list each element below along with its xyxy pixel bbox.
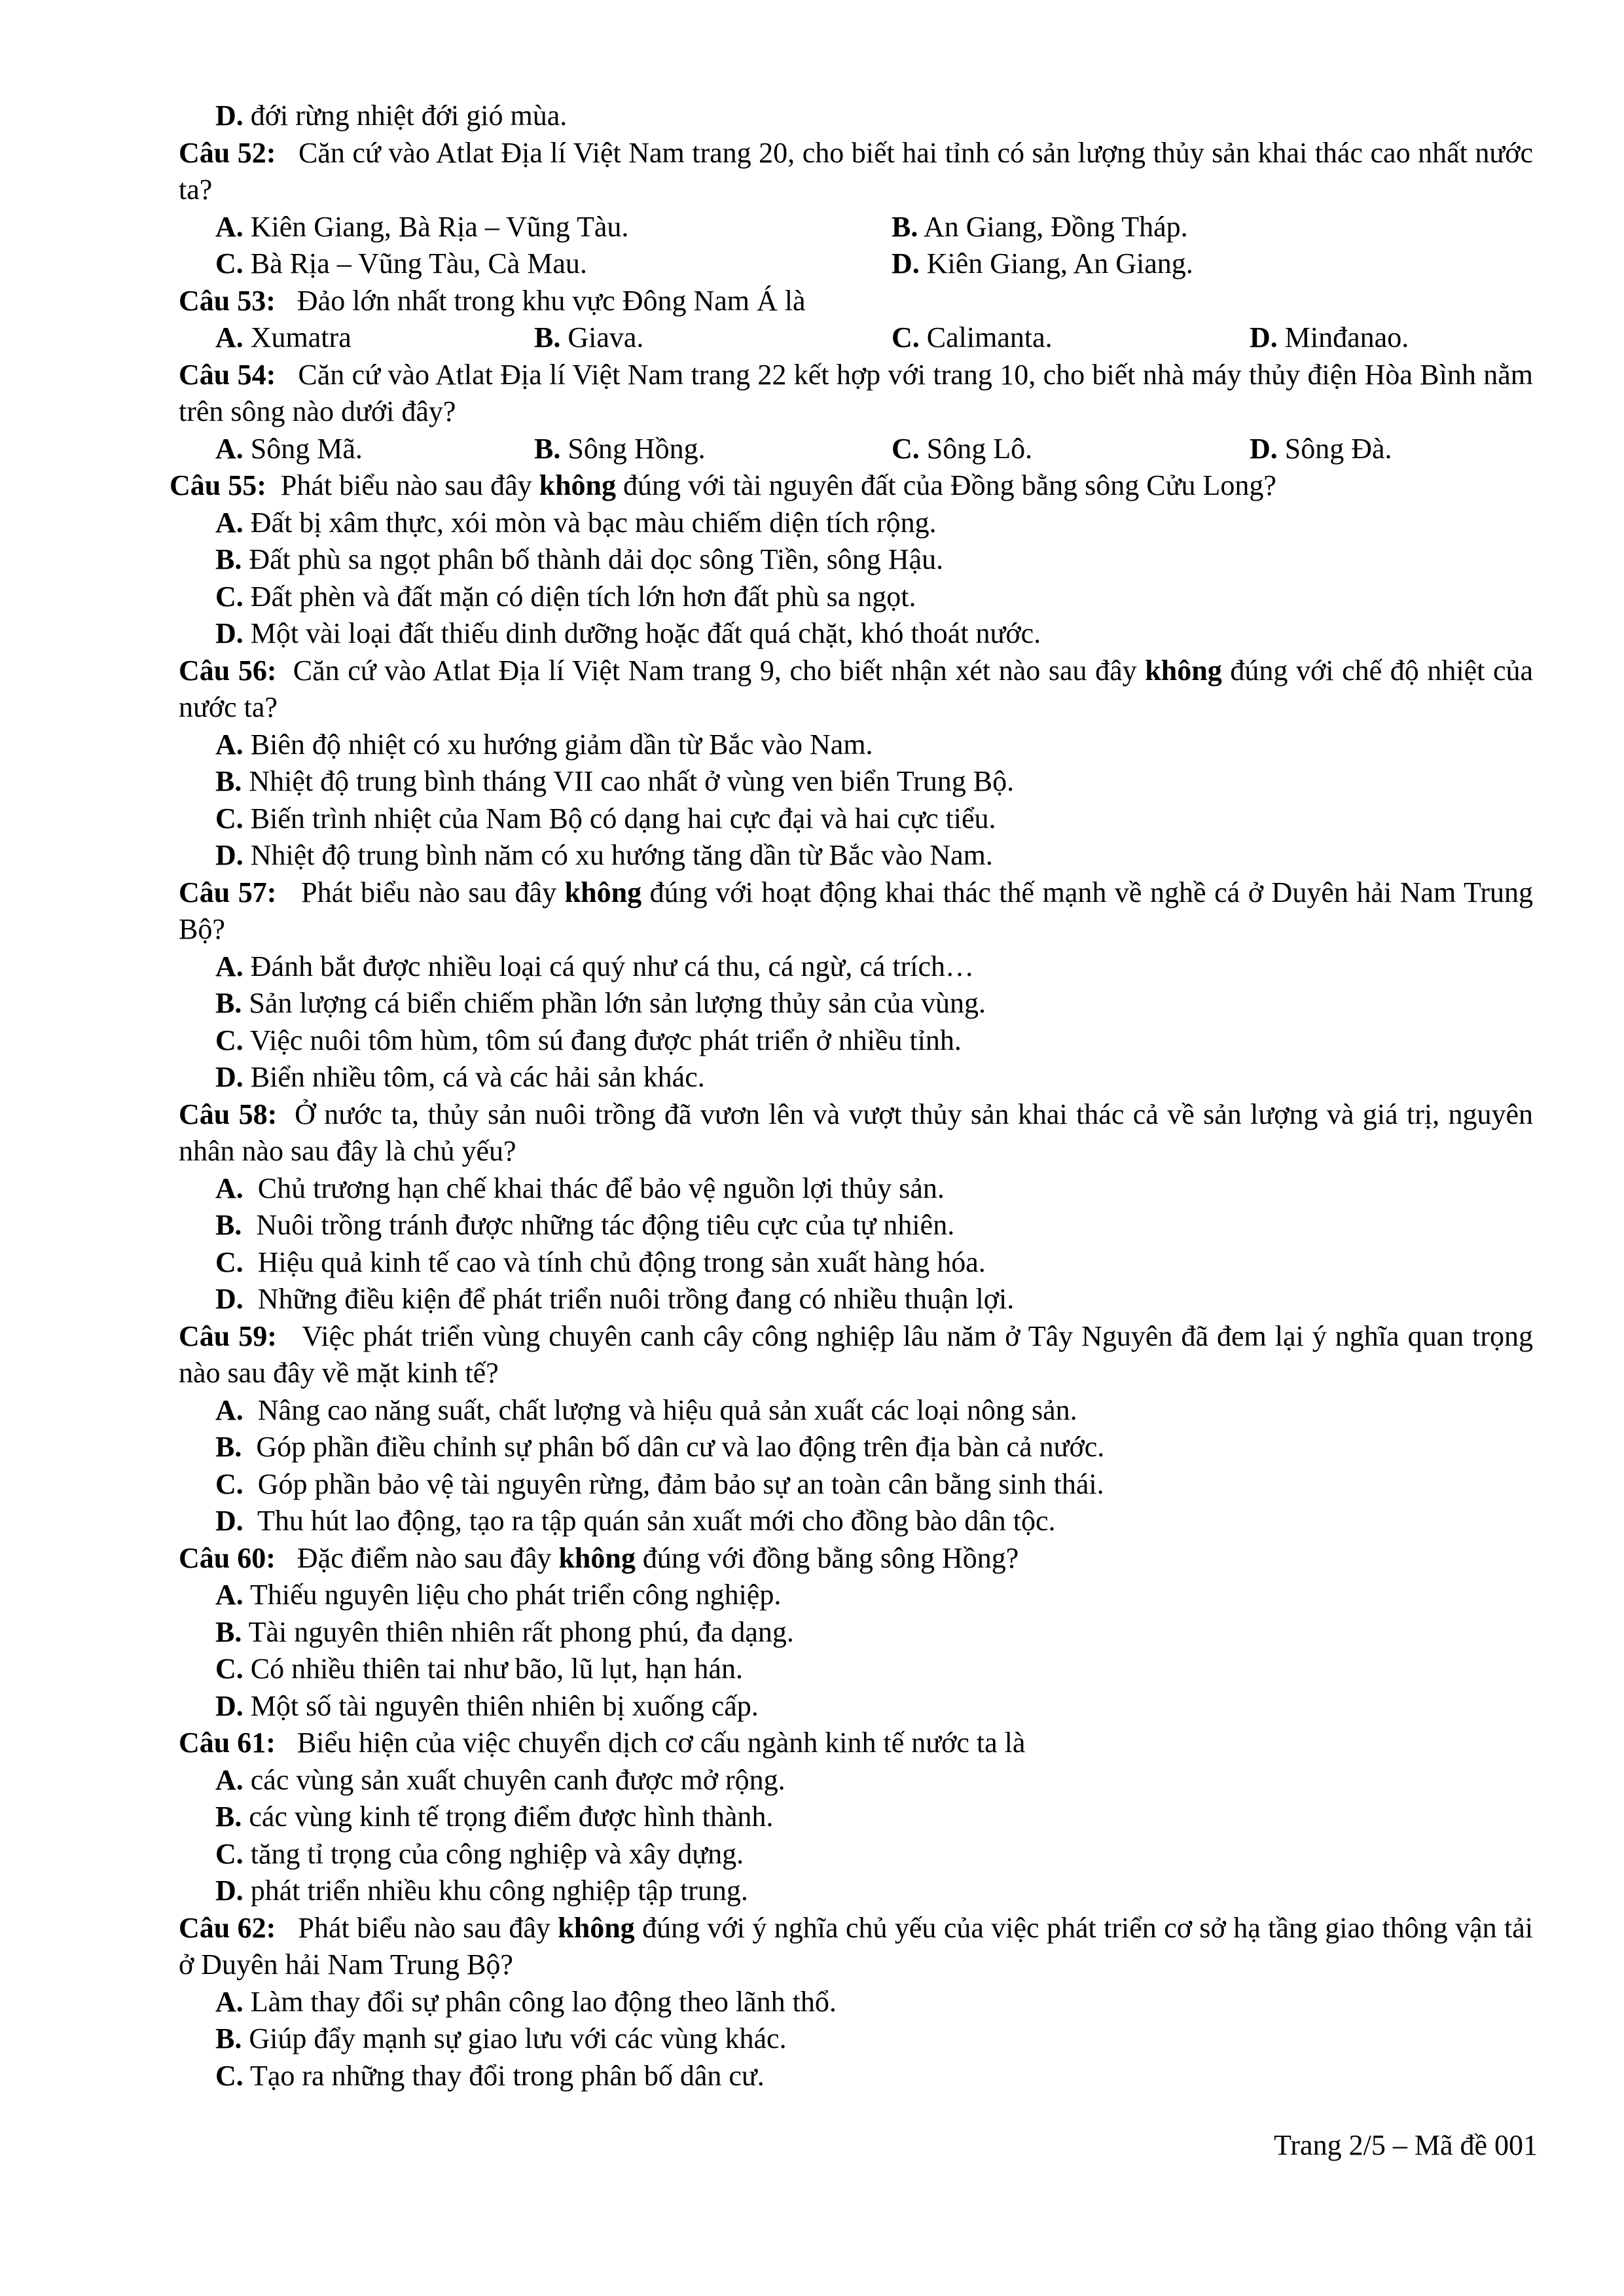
option-d: D. Một vài loại đất thiếu dinh dưỡng hoặc đất quá chặt, khó thoát nước. — [215, 617, 1041, 649]
question-text: Đảo lớn nhất trong khu vực Đông Nam Á là — [297, 284, 806, 317]
option-c: C. Bà Rịa – Vũng Tàu, Cà Mau. — [215, 247, 587, 279]
option-c: C. tăng tỉ trọng của công nghiệp và xây dựng. — [215, 1837, 744, 1870]
option-b: B. Giúp đẩy mạnh sự giao lưu với các vùng khác. — [215, 2022, 787, 2054]
question-stem — [179, 357, 1533, 431]
option-d: D. Một số tài nguyên thiên nhiên bị xuống cấp. — [215, 1689, 759, 1722]
option-d: D. Thu hút lao động, tạo ra tập quán sản xuất mới cho đồng bào dân tộc. — [215, 1505, 1056, 1537]
question-62 — [179, 1910, 1533, 2095]
option-d: D. Nhiệt độ trung bình năm có xu hướng tăng dần từ Bắc vào Nam. — [215, 839, 993, 871]
option-a: A. Đánh bắt được nhiều loại cá quý như cá thu, cá ngừ, cá trích… — [215, 950, 975, 982]
question-stem: Câu 62: Phát biểu nào sau đây không đúng với ý nghĩa chủ yếu của việc phát triển cơ sở hạ tầng giao thông vận tải ở Duyên hải Nam Trung Bộ? — [179, 1911, 1533, 1981]
option-c: C. Góp phần bảo vệ tài nguyên rừng, đảm bảo sự an toàn cân bằng sinh thái. — [215, 1467, 1104, 1500]
option-d: D. Biển nhiều tôm, cá và các hải sản khác. — [215, 1061, 705, 1093]
question-stem — [179, 1096, 1533, 1170]
option-a: A. các vùng sản xuất chuyên canh được mở rộng. — [215, 1763, 785, 1796]
option-a: A. Biên độ nhiệt có xu hướng giảm dần từ Bắc vào Nam. — [215, 728, 873, 761]
question-54 — [179, 357, 1533, 468]
option-c: C. Sông Lô. — [892, 432, 1033, 465]
option-d: D. Sông Đà. — [1250, 432, 1392, 465]
option-a: A. Thiếu nguyên liệu cho phát triển công nghiệp. — [215, 1579, 782, 1611]
option-b: B. Tài nguyên thiên nhiên rất phong phú, đa dạng. — [215, 1615, 794, 1648]
option-d: D. Kiên Giang, An Giang. — [892, 247, 1193, 279]
option-b: B. Sản lượng cá biển chiếm phần lớn sản lượng thủy sản của vùng. — [215, 987, 986, 1019]
question-text: Biểu hiện của việc chuyển dịch cơ cấu ngành kinh tế nước ta là — [297, 1727, 1026, 1759]
option-c: C. Việc nuôi tôm hùm, tôm sú đang được phát triển ở nhiều tỉnh. — [215, 1024, 962, 1056]
option-d-previous — [179, 98, 1533, 135]
question-stem: Câu 60: Đặc điểm nào sau đây không đúng với đồng bằng sông Hồng? — [179, 1541, 1019, 1574]
question-number: Câu 54: — [179, 358, 276, 391]
option-c: C. Hiệu quả kinh tế cao và tính chủ động trong sản xuất hàng hóa. — [215, 1246, 986, 1278]
question-55 — [170, 467, 1533, 653]
option-a: A. Sông Mã. — [215, 432, 363, 465]
option-a: A. Đất bị xâm thực, xói mòn và bạc màu chiếm diện tích rộng. — [215, 506, 937, 539]
option-c: C. Tạo ra những thay đổi trong phân bố dân cư. — [215, 2059, 765, 2092]
option-c: C. Calimanta. — [892, 321, 1053, 353]
question-number: Câu 57: — [179, 876, 277, 908]
question-number: Câu 56: — [179, 654, 277, 687]
option-b: B. Nhiệt độ trung bình tháng VII cao nhất ở vùng ven biển Trung Bộ. — [215, 765, 1015, 797]
option-a: A. Làm thay đổi sự phân công lao động theo lãnh thổ. — [215, 1985, 837, 2018]
question-number: Câu 62: — [179, 1911, 276, 1944]
option-a: A. Xumatra — [215, 321, 352, 353]
question-59 — [179, 1318, 1533, 1540]
option-b: B. Giava. — [534, 321, 644, 353]
question-stem — [179, 283, 1533, 320]
option-letter: D. — [215, 99, 244, 132]
question-text: Ở nước ta, thủy sản nuôi trồng đã vươn lên và vượt thủy sản khai thác cả về sản lượng và giá trị, nguyên nhân nào sau đây là chủ yếu? — [179, 1098, 1534, 1167]
question-52 — [179, 135, 1533, 283]
question-number: Câu 58: — [179, 1098, 278, 1130]
option-row — [179, 209, 1533, 246]
option-row — [179, 245, 1533, 283]
question-58 — [179, 1096, 1533, 1318]
question-61 — [179, 1725, 1533, 1910]
page-footer: Trang 2/5 – Mã đề 001 — [1274, 2129, 1538, 2161]
question-number: Câu 60: — [179, 1541, 276, 1574]
question-stem: Câu 55: Phát biểu nào sau đây không đúng với tài nguyên đất của Đồng bằng sông Cửu Long? — [170, 469, 1276, 501]
option-b: B. Góp phần điều chỉnh sự phân bố dân cư và lao động trên địa bàn cả nước. — [215, 1431, 1105, 1463]
question-number: Câu 53: — [179, 284, 276, 317]
question-text: Căn cứ vào Atlat Địa lí Việt Nam trang 20, cho biết hai tỉnh có sản lượng thủy sản khai thác cao nhất nước ta? — [179, 136, 1533, 206]
option-row — [179, 431, 1533, 468]
option-c: C. Có nhiều thiên tai như bão, lũ lụt, hạn hán. — [215, 1653, 743, 1685]
option-c: C. Biến trình nhiệt của Nam Bộ có dạng hai cực đại và hai cực tiểu. — [215, 802, 996, 834]
option-b: B. Nuôi trồng tránh được những tác động tiêu cực của tự nhiên. — [215, 1209, 955, 1241]
question-text: Căn cứ vào Atlat Địa lí Việt Nam trang 22 kết hợp với trang 10, cho biết nhà máy thủy điện Hòa Bình nằm trên sông nào dưới đây? — [179, 358, 1533, 427]
question-text: Việc phát triển vùng chuyên canh cây công nghiệp lâu năm ở Tây Nguyên đã đem lại ý nghĩa quan trọng nào sau đây về mặt kinh tế? — [179, 1319, 1533, 1389]
question-stem — [179, 1318, 1533, 1392]
question-number: Câu 59: — [179, 1319, 277, 1352]
option-d: D. Những điều kiện để phát triển nuôi trồng đang có nhiều thuận lợi. — [215, 1283, 1015, 1315]
option-d: D. phát triển nhiều khu công nghiệp tập trung. — [215, 1874, 748, 1907]
option-b: B. các vùng kinh tế trọng điểm được hình thành. — [215, 1801, 774, 1833]
question-53 — [179, 283, 1533, 357]
question-number: Câu 55: — [170, 469, 266, 501]
option-text: đới rừng nhiệt đới gió mùa. — [250, 99, 568, 132]
question-number: Câu 61: — [179, 1727, 276, 1759]
question-stem: Câu 57: Phát biểu nào sau đây không đúng với hoạt động khai thác thế mạnh về nghề cá ở Duyên hải Nam Trung Bộ? — [179, 876, 1534, 945]
question-stem — [179, 135, 1533, 209]
option-a: A. Kiên Giang, Bà Rịa – Vũng Tàu. — [215, 210, 629, 243]
option-d: D. Minđanao. — [1250, 321, 1409, 353]
option-a: A. Chủ trương hạn chế khai thác để bảo vệ nguồn lợi thủy sản. — [215, 1172, 945, 1204]
question-number: Câu 52: — [179, 136, 276, 169]
option-b: B. An Giang, Đồng Tháp. — [892, 210, 1188, 243]
question-57 — [179, 874, 1533, 1096]
question-60 — [179, 1540, 1533, 1725]
option-c: C. Đất phèn và đất mặn có diện tích lớn hơn đất phù sa ngọt. — [215, 580, 916, 613]
question-stem: Câu 56: Căn cứ vào Atlat Địa lí Việt Nam trang 9, cho biết nhận xét nào sau đây không đúng với chế độ nhiệt của nước ta? — [179, 654, 1534, 723]
exam-content — [170, 98, 1534, 2094]
question-56 — [179, 653, 1533, 874]
question-stem — [179, 1725, 1533, 1762]
option-b: B. Đất phù sa ngọt phân bố thành dải dọc sông Tiền, sông Hậu. — [215, 543, 944, 575]
option-b: B. Sông Hồng. — [534, 432, 706, 465]
option-row — [179, 319, 1533, 357]
option-a: A. Nâng cao năng suất, chất lượng và hiệu quả sản xuất các loại nông sản. — [215, 1393, 1077, 1426]
